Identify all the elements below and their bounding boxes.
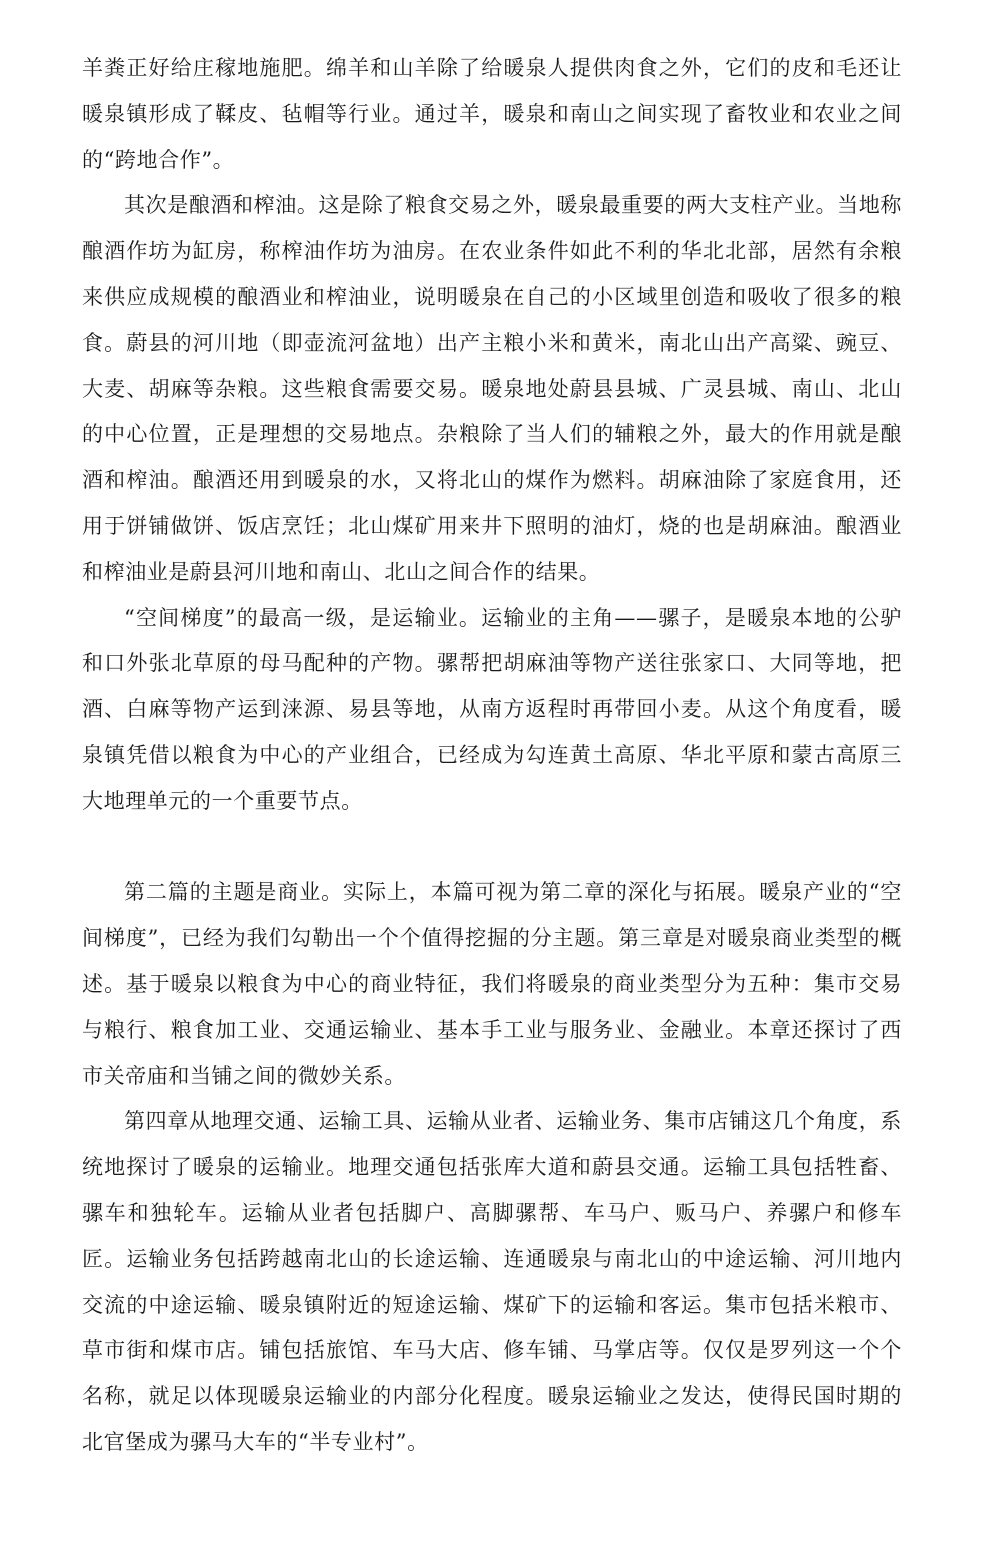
paragraph-chapter-four: 第四章从地理交通、运输工具、运输从业者、运输业务、集市店铺这几个角度，系统地探讨了暖泉的运输业。地理交通包括张库大道和蔚县交通。运输工具包括牲畜、骡车和独轮车。运输从业者包括脚户、高脚骡帮、车马户、贩马户、养骡户和修车匠。运输业务包括跨越南北山的长途运输、连通暖泉与南北山的中途运输、河川地内交流的中途运输、暖泉镇附近的短途运输、煤矿下的运输和客运。集市包括米粮市、草市街和煤市店。铺包括旅馆、车马大店、修车铺、马掌店等。仅仅是罗列这一个个名称，就足以体现暖泉运输业的内部分化程度。暖泉运输业之发达，使得民国时期的北官堡成为骡马大车的“半专业村”。: [82, 1109, 902, 1454]
document-body: [82, 46, 902, 1466]
section-gap: [82, 825, 902, 871]
paragraph-continuation: 羊粪正好给庄稼地施肥。绵羊和山羊除了给暖泉人提供肉食之外，它们的皮和毛还让暖泉镇形成了鞣皮、毡帽等行业。通过羊，暖泉和南山之间实现了畜牧业和农业之间的“跨地合作”。: [82, 56, 902, 172]
paragraph-part-two: 第二篇的主题是商业。实际上，本篇可视为第二章的深化与拓展。暖泉产业的“空间梯度”，已经为我们勾勒出一个个值得挖掘的分主题。第三章是对暖泉商业类型的概述。基于暖泉以粮食为中心的商业特征，我们将暖泉的商业类型分为五种：集市交易与粮行、粮食加工业、交通运输业、基本手工业与服务业、金融业。本章还探讨了西市关帝庙和当铺之间的微妙关系。: [82, 880, 902, 1088]
paragraph-brewing-oil: 其次是酿酒和榨油。这是除了粮食交易之外，暖泉最重要的两大支柱产业。当地称酿酒作坊为缸房，称榨油作坊为油房。在农业条件如此不利的华北北部，居然有余粮来供应成规模的酿酒业和榨油业，说明暖泉在自己的小区域里创造和吸收了很多的粮食。蔚县的河川地（即壶流河盆地）出产主粮小米和黄米，南北山出产高粱、豌豆、大麦、胡麻等杂粮。这些粮食需要交易。暖泉地处蔚县县城、广灵县城、南山、北山的中心位置，正是理想的交易地点。杂粮除了当人们的辅粮之外，最大的作用就是酿酒和榨油。酿酒还用到暖泉的水，又将北山的煤作为燃料。胡麻油除了家庭食用，还用于饼铺做饼、饭店烹饪；北山煤矿用来井下照明的油灯，烧的也是胡麻油。酿酒业和榨油业是蔚县河川地和南山、北山之间合作的结果。: [82, 193, 902, 584]
paragraph-transport: “空间梯度”的最高一级，是运输业。运输业的主角——骡子，是暖泉本地的公驴和口外张北草原的母马配种的产物。骡帮把胡麻油等物产送往张家口、大同等地，把酒、白麻等物产运到涞源、易县等地，从南方返程时再带回小麦。从这个角度看，暖泉镇凭借以粮食为中心的产业组合，已经成为勾连黄土高原、华北平原和蒙古高原三大地理单元的一个重要节点。: [82, 605, 902, 813]
